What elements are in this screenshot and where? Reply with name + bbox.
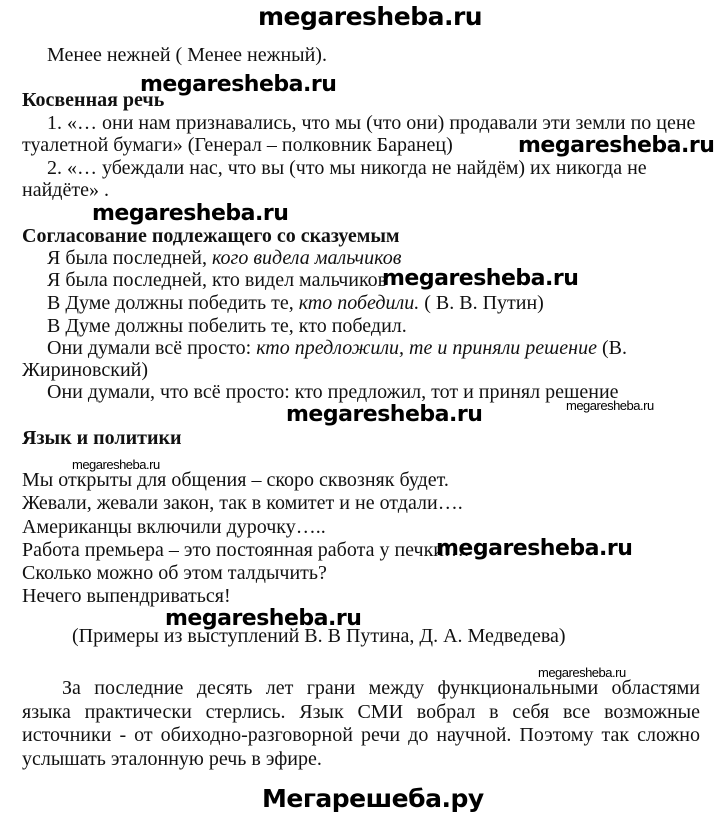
text-line: В Думе должны побелить те, кто победил. (47, 315, 407, 337)
watermark: megaresheba.ru (140, 72, 337, 97)
text-line: Жириновский) (22, 359, 149, 381)
text: В Думе должны победить те, (47, 292, 299, 314)
text-line: Я была последней, кто видел мальчиков (47, 269, 388, 291)
text-line: Мы открыты для общения – скоро сквозняк будет. (22, 469, 449, 491)
text-line: Работа премьера – это постоянная работа у печки…. (22, 539, 470, 561)
watermark: megaresheba.ru (382, 266, 579, 291)
text: Я была последней, (47, 247, 212, 269)
text: Они думали всё просто: (47, 337, 257, 359)
text-line (47, 337, 627, 359)
paragraph-line: источники - от обиходно-разговорной речи до научной. Поэтому так сложно (22, 724, 700, 746)
italic-text: кого видела мальчиков (211, 247, 402, 269)
italic-text: кто предложили, те и приняли решение (256, 337, 597, 359)
intro-line: Менее нежней ( Менее нежный). (47, 44, 327, 66)
text-line: туалетной бумаги» (Генерал – полковник Баранец) (22, 134, 453, 156)
text-line (47, 292, 544, 314)
text-line: Жевали, жевали закон, так в комитет и не отдали…. (22, 492, 463, 514)
watermark: megaresheba.ru (165, 606, 362, 631)
watermark-small: megaresheba.ru (538, 665, 626, 680)
text: (В. (596, 337, 627, 359)
watermark: megaresheba.ru (258, 2, 483, 31)
text-line: 1. «… они нам признавались, что мы (что они) продавали эти земли по цене (47, 112, 696, 134)
text-line: Нечего выпендриваться! (22, 585, 231, 607)
footer-watermark: Мегарешеба.ру (262, 784, 484, 813)
paragraph-line: За последние десять лет грани между функциональными областями (62, 677, 700, 699)
text-line: Они думали, что всё просто: кто предложил, тот и принял решение (47, 381, 619, 403)
text-line: 2. «… убеждали нас, что вы (что мы никогда не найдём) их никогда не (47, 157, 647, 179)
text-line (47, 247, 401, 269)
paragraph-line: языка практически стерлись. Язык СМИ вобрал в себя все возможные (22, 701, 700, 723)
italic-text: кто победили. (298, 292, 420, 314)
text-line: Сколько можно об этом талдычить? (22, 562, 327, 584)
text-line: найдёте» . (22, 179, 109, 201)
watermark-small: megaresheba.ru (72, 457, 160, 472)
text-line: Американцы включили дурочку….. (22, 516, 326, 538)
paragraph-line: услышать эталонную речь в эфире. (22, 748, 322, 770)
heading-agreement: Согласование подлежащего со сказуемым (22, 225, 400, 247)
watermark: megaresheba.ru (286, 402, 483, 427)
source-line: (Примеры из выступлений В. В Путина, Д. А. Медведева) (72, 625, 566, 647)
text: ( В. В. Путин) (419, 292, 544, 314)
watermark-small: megaresheba.ru (566, 398, 654, 413)
watermark: megaresheba.ru (436, 536, 633, 561)
watermark: megaresheba.ru (518, 133, 715, 158)
heading-language-politics: Язык и политики (22, 427, 182, 449)
watermark: megaresheba.ru (92, 201, 289, 226)
heading-indirect-speech: Косвенная речь (22, 89, 165, 111)
